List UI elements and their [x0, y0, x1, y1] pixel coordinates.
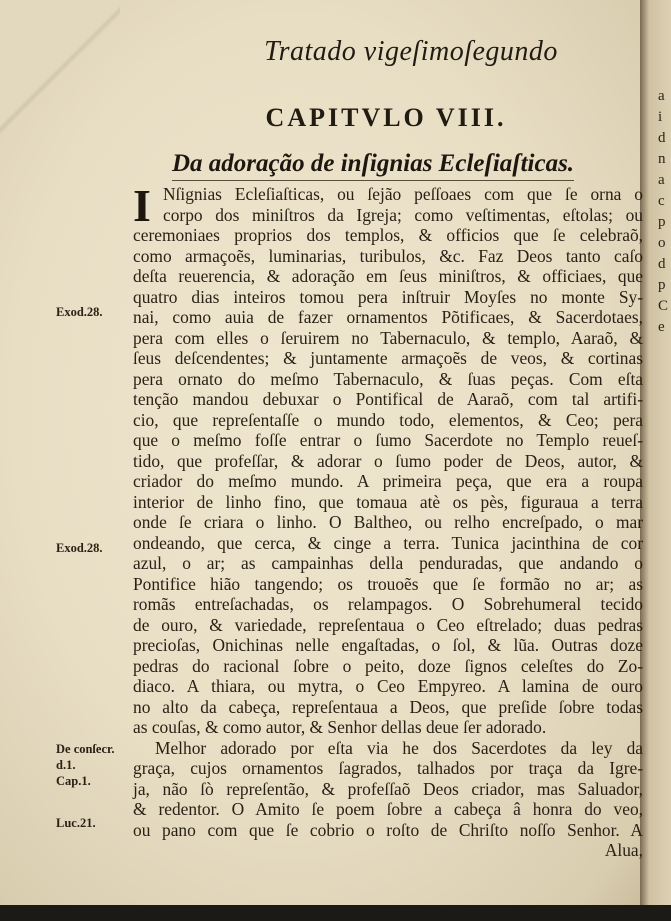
text-line: as couſas, & como autor, & Senhor dellas deue ſer adorado. — [133, 717, 547, 737]
text-line: Nſignias Ecleſiaſticas, ou ſejão peſſoaes com que ſe orna o — [163, 184, 643, 204]
text-line: pedras do racional ſobre o peito, doze ſignos celeſtes do Zo- — [133, 655, 643, 676]
facing-page-letter: a — [658, 172, 665, 188]
text-line: Pontifice hião tangendo; os trouoẽs que ſe formão no ar; as — [133, 573, 643, 594]
text-line: criador do meſmo mundo. A primeira peça, que era a roupa — [133, 471, 643, 491]
facing-page-letter: i — [658, 109, 663, 125]
text-line: ſeus deſcendentes; & juntamente armaçoẽs de veos, & cortinas — [133, 348, 643, 368]
running-title: Tratado vigeſimoſegundo — [264, 36, 558, 67]
facing-page-letter: p — [658, 214, 666, 230]
text-line: corpo dos miniſtros da Igreja; como veſtimentas, eſtolas; ou — [163, 204, 643, 225]
text-line: interior de linho fino, que tomaua atè os pès, figuraua a terra — [133, 491, 643, 512]
text-line: tido, que profeſſar, & adorar o ſumo poder de Deos, autor, & — [133, 450, 643, 471]
drop-cap: I — [133, 180, 151, 231]
facing-page-letter: d — [658, 130, 666, 146]
text-line: tenção mandou debuxar o Pontifical de Aaraõ, com tal artifi- — [133, 389, 643, 409]
chapter-subtitle: Da adoração de inſignias Ecleſiaſticas. — [172, 150, 574, 181]
text-line: graça, cujos ornamentos ſagrados, talhados por traça da Igre- — [133, 758, 643, 778]
text-line: romãs entreſachadas, os relampagos. O Sobrehumeral tecido — [133, 594, 643, 614]
facing-page-letter: p — [658, 277, 666, 293]
text-line: pera ornato do meſmo Tabernaculo, & ſuas peças. Com eſta — [133, 368, 643, 389]
text-line: pera com elles o ſeruirem no Tabernaculo, & templo, Aaraõ, & — [133, 327, 643, 348]
text-line: ja, não ſò repreſentão, & profeſſaõ Deos criador, mas Saluador, — [133, 778, 643, 799]
text-line: como armaçoẽs, luminarias, turibulos, &c. Faz Deos tanto caſo — [133, 245, 643, 266]
text-line: ondeando, que cerca, & cinge a terra. Tunica jacinthina de cor — [133, 532, 643, 553]
facing-page-letter: c — [658, 193, 665, 209]
text-line: deſta reuerencia, & adoração em ſeus miniſtros, & officiaes, que — [133, 266, 643, 286]
text-line: onde ſe criara o linho. O Baltheo, ou relho encreſpado, o mar — [133, 512, 643, 532]
body-text — [133, 180, 643, 861]
text-line: diaco. A thiara, ou mytra, o Ceo Empyreo. A lamina de ouro — [133, 676, 643, 696]
margin-note: Luc.21. — [56, 816, 96, 830]
margin-note: Cap.1. — [56, 774, 91, 788]
margin-note: De conſecr. — [56, 742, 115, 756]
facing-page-letter: d — [658, 256, 666, 272]
chapter-heading: CAPITVLO VIII. — [265, 103, 507, 132]
text-line: & redentor. O Amito ſe poem ſobre a cabeça â honra do veo, — [133, 799, 643, 819]
margin-note: Exod.28. — [56, 305, 103, 319]
text-line: azul, o ar; as campainhas della penduradas, que andando o — [133, 553, 643, 573]
text-line: no alto da cabeça, repreſentaua a Deos, que preſide ſobre todas — [133, 696, 643, 717]
text-line: precioſas, Onichinas nelle engaſtadas, o ſol, & lũa. Outras doze — [133, 635, 643, 655]
facing-page-letter: a — [658, 88, 665, 104]
text-line: cio, que repreſentaſſe o mundo todo, elementos, & Ceo; pera — [133, 409, 643, 430]
text-line: ou pano com que ſe cobrio o roſto de Chriſto noſſo Senhor. A — [133, 819, 643, 840]
text-line: de ouro, & variedade, repreſentaua o Ceo eſtrelado; duas pedras — [133, 614, 643, 635]
margin-note: Exod.28. — [56, 541, 103, 555]
facing-page-letter: n — [658, 151, 666, 167]
text-line: nai, como auia de fazer ornamentos Põtificaes, & Sacerdotaes, — [133, 307, 643, 327]
catchword: Alua, — [604, 840, 643, 860]
text-line: Melhor adorado por eſta via he dos Sacerdotes da ley da — [155, 737, 643, 758]
facing-page-letter: o — [658, 235, 666, 251]
facing-page-letter: C — [658, 298, 669, 314]
text-line: que o meſmo foſſe entrar o ſumo Sacerdote no Templo reueſ- — [133, 430, 643, 450]
facing-page-edge — [640, 0, 671, 905]
text-line: quatro dias inteiros tomou pera inſtruir Moyſes no monte Sy- — [133, 286, 643, 307]
text-line: ceremoniaes proprios dos templos, & officios que ſe celebraõ, — [133, 225, 643, 245]
margin-note: d.1. — [56, 758, 76, 772]
facing-page-letter: e — [658, 319, 665, 335]
